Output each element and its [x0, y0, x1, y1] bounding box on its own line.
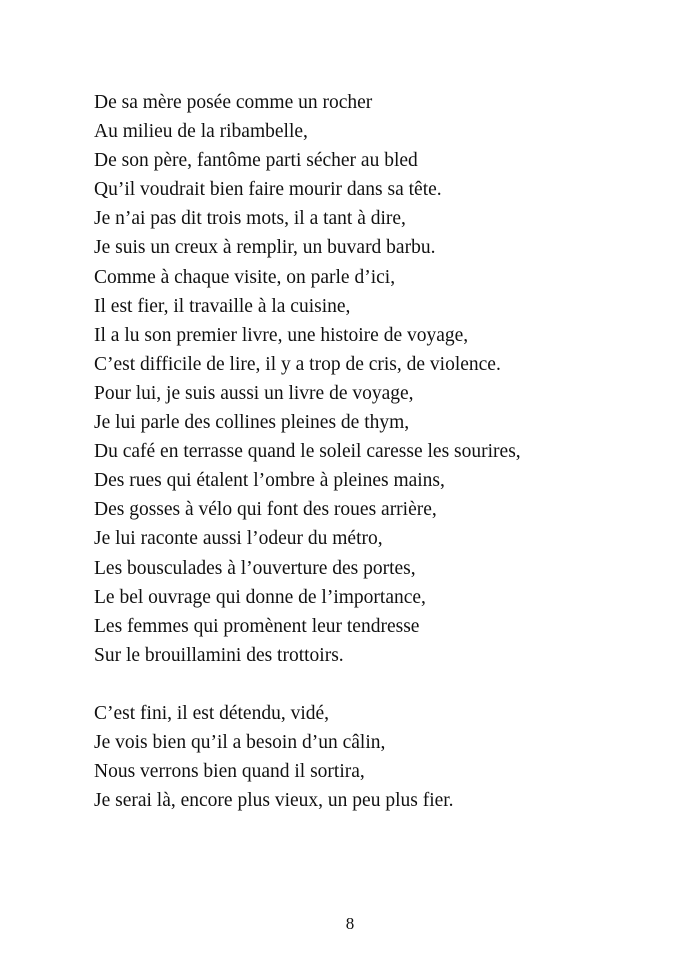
poem-line: Il est fier, il travaille à la cuisine,: [94, 295, 351, 317]
poem-line: Les bousculades à l’ouverture des portes,: [94, 557, 416, 579]
poem-line: Je suis un creux à remplir, un buvard barbu.: [94, 237, 436, 259]
poem-line: Des rues qui étalent l’ombre à pleines mains,: [94, 470, 445, 492]
poem-line: Comme à chaque visite, on parle d’ici,: [94, 266, 396, 288]
poem-line: Je vois bien qu’il a besoin d’un câlin,: [94, 731, 386, 753]
poem-line: De son père, fantôme parti sécher au bled: [94, 150, 418, 172]
poem-line: Du café en terrasse quand le soleil caresse les sourires,: [94, 441, 521, 463]
stanza-1: [94, 88, 674, 670]
poem-line: Pour lui, je suis aussi un livre de voyage,: [94, 382, 414, 404]
stanza-2: [94, 699, 674, 815]
poem-line: C’est difficile de lire, il y a trop de cris, de violence.: [94, 353, 501, 375]
poem-body: [94, 88, 674, 815]
poem-line: C’est fini, il est détendu, vidé,: [94, 702, 330, 724]
poem-line: Des gosses à vélo qui font des roues arrière,: [94, 499, 437, 521]
poem-line: Les femmes qui promènent leur tendresse: [94, 615, 420, 637]
poem-line: Au milieu de la ribambelle,: [94, 121, 308, 143]
poem-line: Sur le brouillamini des trottoirs.: [94, 644, 344, 666]
poem-line: Je lui parle des collines pleines de thym,: [94, 412, 410, 434]
poem-line: De sa mère posée comme un rocher: [94, 92, 373, 113]
poem-line: Je lui raconte aussi l’odeur du métro,: [94, 528, 383, 550]
poem-line: Il a lu son premier livre, une histoire de voyage,: [94, 324, 469, 346]
poem-line: Je serai là, encore plus vieux, un peu plus fier.: [94, 790, 454, 812]
page-number: 8: [345, 914, 355, 933]
poem-line: Nous verrons bien quand il sortira,: [94, 761, 365, 783]
poem-line: Le bel ouvrage qui donne de l’importance,: [94, 586, 426, 608]
poem-line: Qu’il voudrait bien faire mourir dans sa tête.: [94, 179, 442, 201]
poem-line: Je n’ai pas dit trois mots, il a tant à dire,: [94, 208, 406, 230]
